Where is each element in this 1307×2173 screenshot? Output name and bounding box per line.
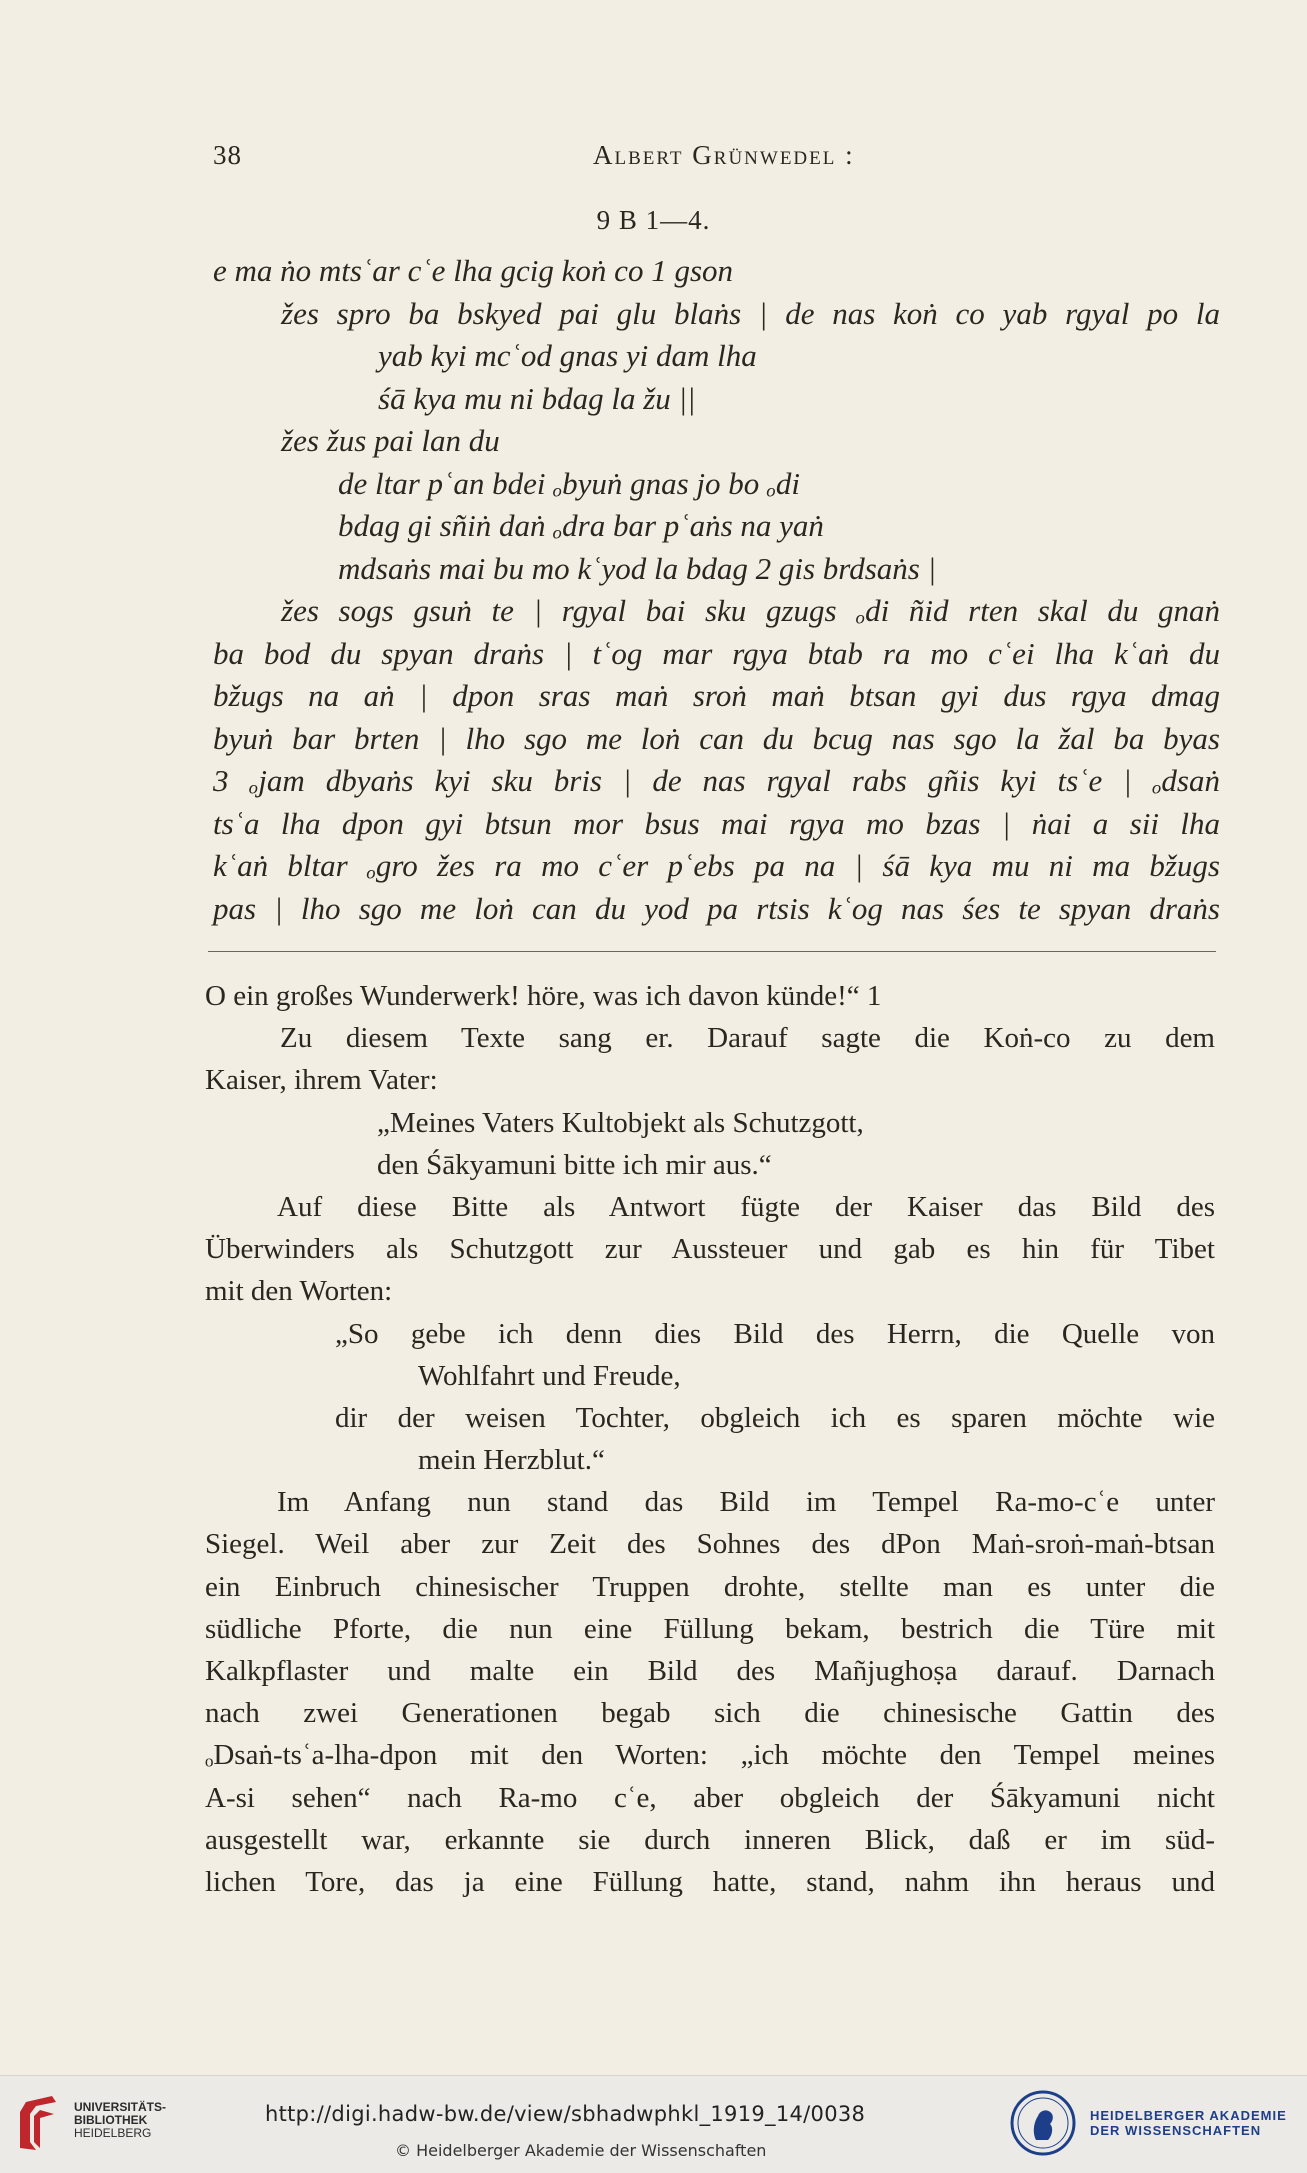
german-line: südliche Pforte, die nun eine Füllung bekam, bestrich die Türe mit	[205, 1612, 1215, 1645]
german-line: Überwinders als Schutzgott zur Aussteuer und gab es hin für Tibet	[205, 1233, 1215, 1266]
running-title: Albert Grünwedel :	[593, 140, 855, 170]
german-line: mit den Worten:	[205, 1275, 393, 1308]
tibetan-line: yab kyi mcʿod gnas yi dam lha	[378, 338, 757, 373]
german-line: Kaiser, ihrem Vater:	[205, 1064, 438, 1097]
german-line: ein Einbruch chinesischer Truppen drohte, stellte man es unter die	[205, 1570, 1215, 1603]
tibetan-line: žes spro ba bskyed pai glu blaṅs | de nas koṅ co yab rgyal po la	[281, 295, 1220, 331]
tibetan-line: mdsaṅs mai bu mo kʿyod la bdag 2 gis brdsaṅs |	[338, 550, 937, 586]
tibetan-text-block	[213, 250, 1220, 930]
tibetan-line: ba bod du spyan draṅs | tʿog mar rgya btab ra mo cʿei lha kʿaṅ du	[213, 635, 1220, 671]
library-name: UNIVERSITÄTS- BIBLIOTHEK HEIDELBERG	[74, 2100, 167, 2140]
german-line: Auf diese Bitte als Antwort fügte der Kaiser das Bild des	[277, 1190, 1215, 1223]
german-line: dir der weisen Tochter, obgleich ich es sparen möchte wie	[335, 1401, 1215, 1434]
german-line: O ein großes Wunderwerk! höre, was ich davon künde!“ 1	[205, 980, 882, 1012]
german-line: Im Anfang nun stand das Bild im Tempel Ra-mo-cʿe unter	[277, 1486, 1215, 1519]
tibetan-line: bžugs na aṅ | dpon sras maṅ sroṅ maṅ btsan gyi dus rgya dmag	[213, 678, 1220, 713]
german-line: „Meines Vaters Kultobjekt als Schutzgott,	[377, 1106, 864, 1139]
german-line: ausgestellt war, erkannte sie durch inneren Blick, daß er im süd-	[205, 1823, 1215, 1856]
german-line: ₒDsaṅ-tsʿa-lha-dpon mit den Worten: „ich möchte den Tempel meines	[205, 1739, 1215, 1772]
academy-seal-icon	[1010, 2090, 1076, 2156]
page-number: 38	[213, 140, 242, 170]
copyright-notice: © Heidelberger Akademie der Wissenschaften	[395, 2141, 767, 2160]
german-line: den Śākyamuni bitte ich mir aus.“	[377, 1148, 772, 1181]
tibetan-line: bdag gi sñiṅ daṅ ₒdra bar pʿaṅs na yaṅ	[338, 508, 824, 543]
tibetan-line: tsʿa lha dpon gyi btsun mor bsus mai rgya mo bzas | ṅai a sii lha	[213, 805, 1220, 841]
tibetan-line: žes žus pai lan du	[281, 423, 500, 458]
tibetan-line: pas | lho sgo me loṅ can du yod pa rtsis kʿog nas śes te spyan draṅs	[213, 890, 1220, 926]
ub-heidelberg-logo-icon	[14, 2092, 62, 2154]
german-line: Kalkpflaster und malte ein Bild des Mañjughoṣa darauf. Darnach	[205, 1655, 1215, 1687]
german-line: nach zwei Generationen begab sich die chinesische Gattin des	[205, 1697, 1215, 1730]
tibetan-line: śā kya mu ni bdag la žu ||	[378, 380, 696, 416]
german-line: Wohlfahrt und Freude,	[418, 1359, 681, 1392]
german-line: Zu diesem Texte sang er. Darauf sagte die Koṅ-co zu dem	[280, 1022, 1215, 1055]
german-translation-block	[205, 975, 1215, 1903]
german-line: „So gebe ich denn dies Bild des Herrn, die Quelle von	[335, 1317, 1215, 1350]
section-reference: 9 B 1—4.	[596, 205, 711, 235]
german-line: Siegel. Weil aber zur Zeit des Sohnes des dPon Maṅ-sroṅ-maṅ-btsan	[205, 1528, 1215, 1561]
tibetan-line: byuṅ bar brten | lho sgo me loṅ can du bcug nas sgo la žal ba byas	[213, 720, 1220, 756]
tibetan-line: 3 ₒjam dbyaṅs kyi sku bris | de nas rgyal rabs gñis kyi tsʿe | ₒdsaṅ	[213, 763, 1220, 798]
permalink-url[interactable]: http://digi.hadw-bw.de/view/sbhadwphkl_1919_14/0038	[265, 2102, 866, 2126]
divider-rule	[208, 951, 1216, 952]
tibetan-line: žes sogs gsuṅ te | rgyal bai sku gzugs ₒdi ñid rten skal du gnaṅ	[281, 593, 1220, 628]
academy-name: HEIDELBERGER AKADEMIE DER WISSENSCHAFTEN	[1090, 2108, 1287, 2138]
tibetan-line: kʿaṅ bltar ₒgro žes ra mo cʿer pʿebs pa na | śā kya mu ni ma bžugs	[213, 848, 1220, 883]
tibetan-line: de ltar pʿan bdei ₒbyuṅ gnas jo bo ₒdi	[338, 465, 801, 501]
german-line: lichen Tore, das ja eine Füllung hatte, stand, nahm ihn heraus und	[205, 1865, 1215, 1898]
german-line: mein Herzblut.“	[418, 1444, 605, 1477]
tibetan-line: e ma ṅo mtsʿar cʿe lha gcig koṅ co 1 gson	[213, 253, 734, 288]
german-line: A-si sehen“ nach Ra-mo cʿe, aber obgleich der Śākyamuni nicht	[205, 1781, 1215, 1814]
